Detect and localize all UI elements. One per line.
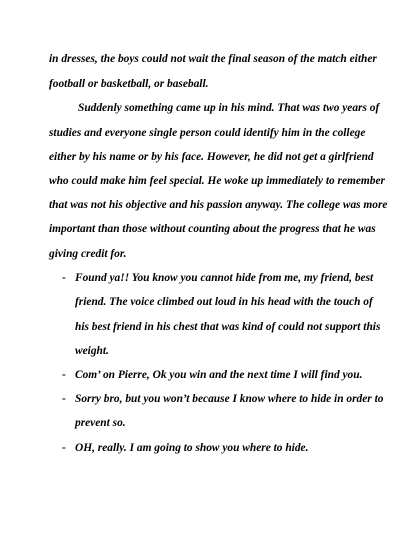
dialogue-line: prevent so.: [75, 417, 126, 429]
dialogue-line: his best friend in his chest that was kind of could not support this: [75, 321, 381, 333]
dialogue-dash: -: [62, 272, 66, 284]
paragraph-line: giving credit for.: [49, 248, 127, 260]
paragraph-line: Suddenly something came up in his mind. That was two years of: [78, 102, 380, 114]
dialogue-line: weight.: [75, 345, 109, 357]
paragraph-line: that was not his objective and his passion anyway. The college was more: [49, 199, 388, 211]
paragraph-line: important than those without counting about the progress that he was: [49, 223, 376, 235]
paragraph-line: either by his name or by his face. However, he did not get a girlfriend: [49, 151, 374, 163]
dialogue-line: Com’ on Pierre, Ok you win and the next time I will find you.: [75, 369, 363, 381]
paragraph-line: in dresses, the boys could not wait the final season of the match either: [49, 53, 377, 65]
dialogue-line: friend. The voice climbed out loud in his head with the touch of: [75, 296, 373, 308]
dialogue-line: OH, really. I am going to show you where to hide.: [75, 442, 309, 454]
paragraph-line: studies and everyone single person could identify him in the college: [49, 127, 366, 139]
dialogue-line: Found ya!! You know you cannot hide from me, my friend, best: [75, 272, 374, 284]
dialogue-line: Sorry bro, but you won’t because I know where to hide in order to: [75, 393, 384, 405]
dialogue-dash: -: [62, 393, 66, 405]
paragraph-line: who could make him feel special. He woke up immediately to remember: [49, 175, 385, 187]
paragraph-line: football or basketball, or baseball.: [49, 78, 209, 90]
dialogue-dash: -: [62, 442, 66, 454]
dialogue-dash: -: [62, 369, 66, 381]
